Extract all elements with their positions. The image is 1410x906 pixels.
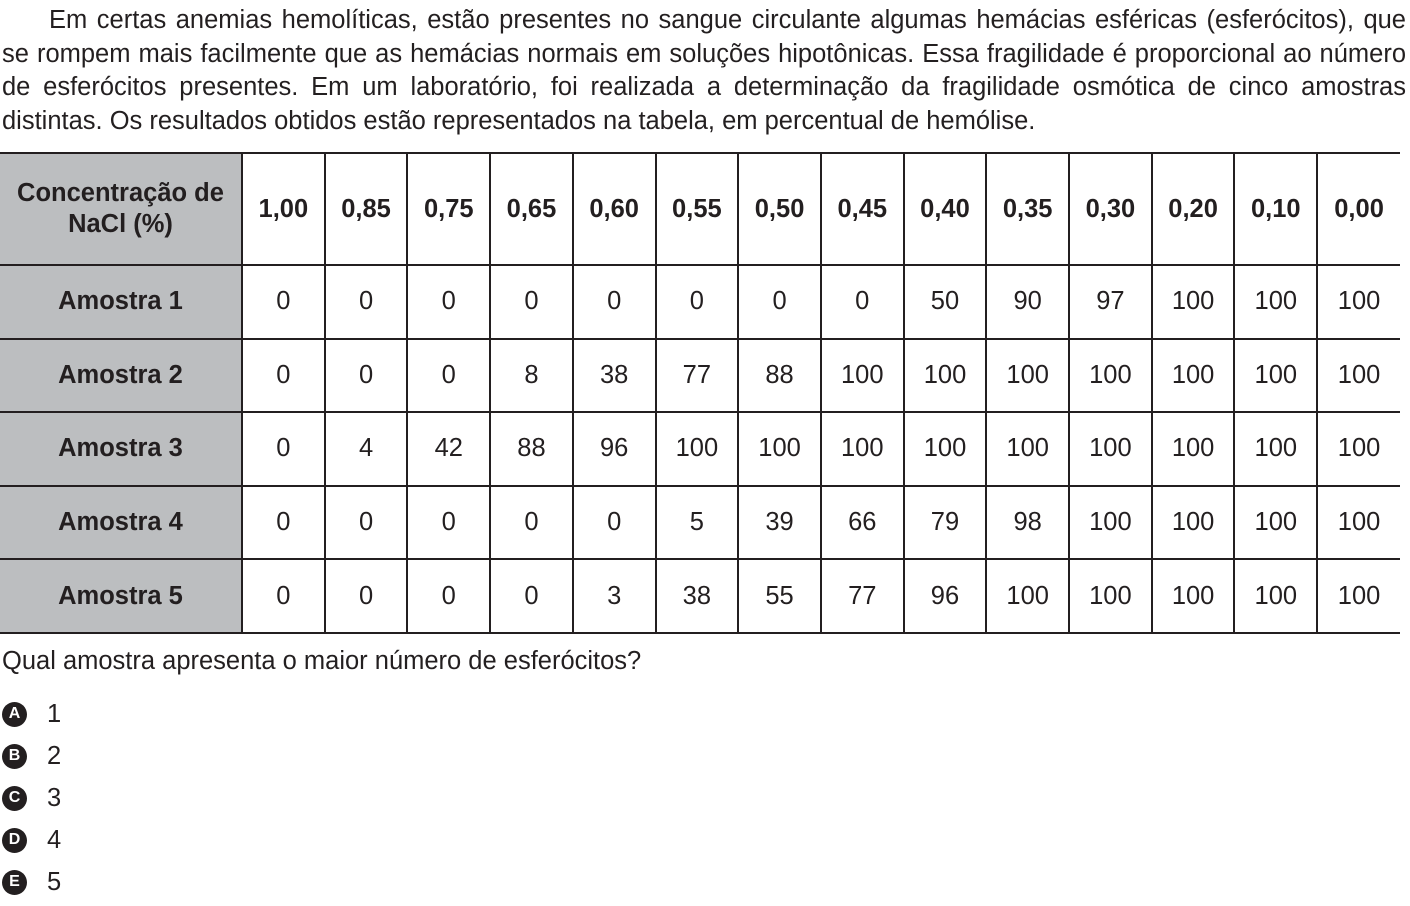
table-cell: 100 bbox=[986, 412, 1069, 486]
table-cell: 100 bbox=[1317, 339, 1400, 413]
option-text: 3 bbox=[47, 783, 62, 812]
table-cell: 100 bbox=[821, 339, 904, 413]
option-b[interactable] bbox=[2, 741, 61, 771]
column-header: 0,50 bbox=[738, 153, 821, 265]
table-cell: 77 bbox=[821, 559, 904, 633]
option-letter-badge: D bbox=[2, 828, 27, 853]
table-cell: 100 bbox=[1152, 486, 1235, 560]
table-cell: 0 bbox=[490, 559, 573, 633]
table-cell: 50 bbox=[904, 265, 987, 339]
table-cell: 77 bbox=[656, 339, 739, 413]
table-cell: 100 bbox=[1069, 412, 1152, 486]
column-header: 0,30 bbox=[1069, 153, 1152, 265]
table-cell: 96 bbox=[573, 412, 656, 486]
concentration-header-line2: NaCl (%) bbox=[68, 210, 173, 238]
column-header: 0,10 bbox=[1234, 153, 1317, 265]
option-a[interactable] bbox=[2, 699, 61, 729]
table-cell: 100 bbox=[1234, 412, 1317, 486]
table-cell: 88 bbox=[738, 339, 821, 413]
option-e[interactable] bbox=[2, 867, 61, 897]
intro-paragraph: Em certas anemias hemolíticas, estão presentes no sangue circulante algumas hemácias esféricas (esferócitos), que se rompem mais facilmente que as hemácias normais em soluções hipotônicas. Essa fragilidade é proporcional ao número de esferócitos presentes. Em um laboratório, foi realizada a determinação da fragilidade osmótica de cinco amostras distintas. Os resultados obtidos estão representados na tabela, em percentual de hemólise. bbox=[2, 6, 1406, 135]
option-letter-badge: C bbox=[2, 786, 27, 811]
table-cell: 0 bbox=[407, 339, 490, 413]
table-cell: 100 bbox=[1069, 486, 1152, 560]
column-header: 0,20 bbox=[1152, 153, 1235, 265]
table-cell: 0 bbox=[573, 265, 656, 339]
column-header: 0,00 bbox=[1317, 153, 1400, 265]
option-c[interactable] bbox=[2, 783, 61, 813]
table-cell: 0 bbox=[573, 486, 656, 560]
row-header: Amostra 5 bbox=[0, 559, 242, 633]
table-cell: 0 bbox=[242, 339, 325, 413]
table-cell: 100 bbox=[1069, 339, 1152, 413]
column-header: 0,75 bbox=[407, 153, 490, 265]
row-header: Amostra 3 bbox=[0, 412, 242, 486]
table-row bbox=[0, 339, 1400, 413]
table-cell: 100 bbox=[1152, 339, 1235, 413]
table-cell: 5 bbox=[656, 486, 739, 560]
option-text: 2 bbox=[47, 741, 62, 770]
row-header: Amostra 2 bbox=[0, 339, 242, 413]
table-cell: 100 bbox=[1234, 486, 1317, 560]
table-cell: 0 bbox=[325, 265, 408, 339]
option-letter-badge: A bbox=[2, 702, 27, 727]
table-cell: 100 bbox=[1317, 412, 1400, 486]
table-cell: 100 bbox=[1152, 412, 1235, 486]
table-cell: 100 bbox=[738, 412, 821, 486]
table-cell: 100 bbox=[1069, 559, 1152, 633]
table-cell: 55 bbox=[738, 559, 821, 633]
option-letter-badge: E bbox=[2, 870, 27, 895]
table-cell: 100 bbox=[1234, 339, 1317, 413]
table-cell: 0 bbox=[242, 265, 325, 339]
table-row bbox=[0, 559, 1400, 633]
column-header: 0,65 bbox=[490, 153, 573, 265]
table-cell: 88 bbox=[490, 412, 573, 486]
option-text: 4 bbox=[47, 825, 62, 854]
option-letter-badge: B bbox=[2, 744, 27, 769]
option-text: 1 bbox=[47, 699, 62, 728]
table-cell: 0 bbox=[325, 486, 408, 560]
table-header-row bbox=[0, 153, 1400, 265]
table-cell: 98 bbox=[986, 486, 1069, 560]
table-cell: 0 bbox=[242, 412, 325, 486]
row-header: Amostra 4 bbox=[0, 486, 242, 560]
hemolysis-table bbox=[0, 152, 1400, 634]
table-cell: 100 bbox=[986, 559, 1069, 633]
row-header: Amostra 1 bbox=[0, 265, 242, 339]
table-cell: 0 bbox=[325, 559, 408, 633]
table-cell: 100 bbox=[986, 339, 1069, 413]
table-cell: 0 bbox=[325, 339, 408, 413]
table-cell: 100 bbox=[904, 339, 987, 413]
column-header: 0,60 bbox=[573, 153, 656, 265]
column-header: 0,35 bbox=[986, 153, 1069, 265]
table-cell: 66 bbox=[821, 486, 904, 560]
table-cell: 96 bbox=[904, 559, 987, 633]
column-header: 0,40 bbox=[904, 153, 987, 265]
table-cell: 100 bbox=[1317, 265, 1400, 339]
table-cell: 0 bbox=[407, 486, 490, 560]
table-row bbox=[0, 265, 1400, 339]
table-cell: 0 bbox=[242, 486, 325, 560]
table-cell: 3 bbox=[573, 559, 656, 633]
column-header: 0,55 bbox=[656, 153, 739, 265]
option-d[interactable] bbox=[2, 825, 61, 855]
table-cell: 79 bbox=[904, 486, 987, 560]
table-row bbox=[0, 486, 1400, 560]
table-cell: 0 bbox=[407, 265, 490, 339]
table-cell: 100 bbox=[1152, 265, 1235, 339]
table-cell: 0 bbox=[242, 559, 325, 633]
table-cell: 90 bbox=[986, 265, 1069, 339]
table-cell: 100 bbox=[1152, 559, 1235, 633]
concentration-header bbox=[0, 153, 242, 265]
table-cell: 0 bbox=[490, 486, 573, 560]
table-cell: 42 bbox=[407, 412, 490, 486]
table-cell: 0 bbox=[490, 265, 573, 339]
table-cell: 38 bbox=[573, 339, 656, 413]
table-cell: 39 bbox=[738, 486, 821, 560]
table-cell: 0 bbox=[407, 559, 490, 633]
table-cell: 38 bbox=[656, 559, 739, 633]
table-cell: 0 bbox=[738, 265, 821, 339]
table-row bbox=[0, 412, 1400, 486]
table-cell: 100 bbox=[656, 412, 739, 486]
concentration-header-line1: Concentração de bbox=[17, 179, 224, 207]
table-cell: 100 bbox=[1234, 559, 1317, 633]
table-cell: 100 bbox=[1234, 265, 1317, 339]
table-cell: 0 bbox=[656, 265, 739, 339]
table-cell: 0 bbox=[821, 265, 904, 339]
table-cell: 100 bbox=[904, 412, 987, 486]
table-cell: 97 bbox=[1069, 265, 1152, 339]
table-cell: 100 bbox=[1317, 559, 1400, 633]
column-header: 0,45 bbox=[821, 153, 904, 265]
column-header: 0,85 bbox=[325, 153, 408, 265]
column-header: 1,00 bbox=[242, 153, 325, 265]
table-cell: 8 bbox=[490, 339, 573, 413]
question-text: Qual amostra apresenta o maior número de esferócitos? bbox=[2, 647, 642, 675]
table-cell: 100 bbox=[1317, 486, 1400, 560]
option-text: 5 bbox=[47, 867, 62, 896]
table-cell: 4 bbox=[325, 412, 408, 486]
table-cell: 100 bbox=[821, 412, 904, 486]
